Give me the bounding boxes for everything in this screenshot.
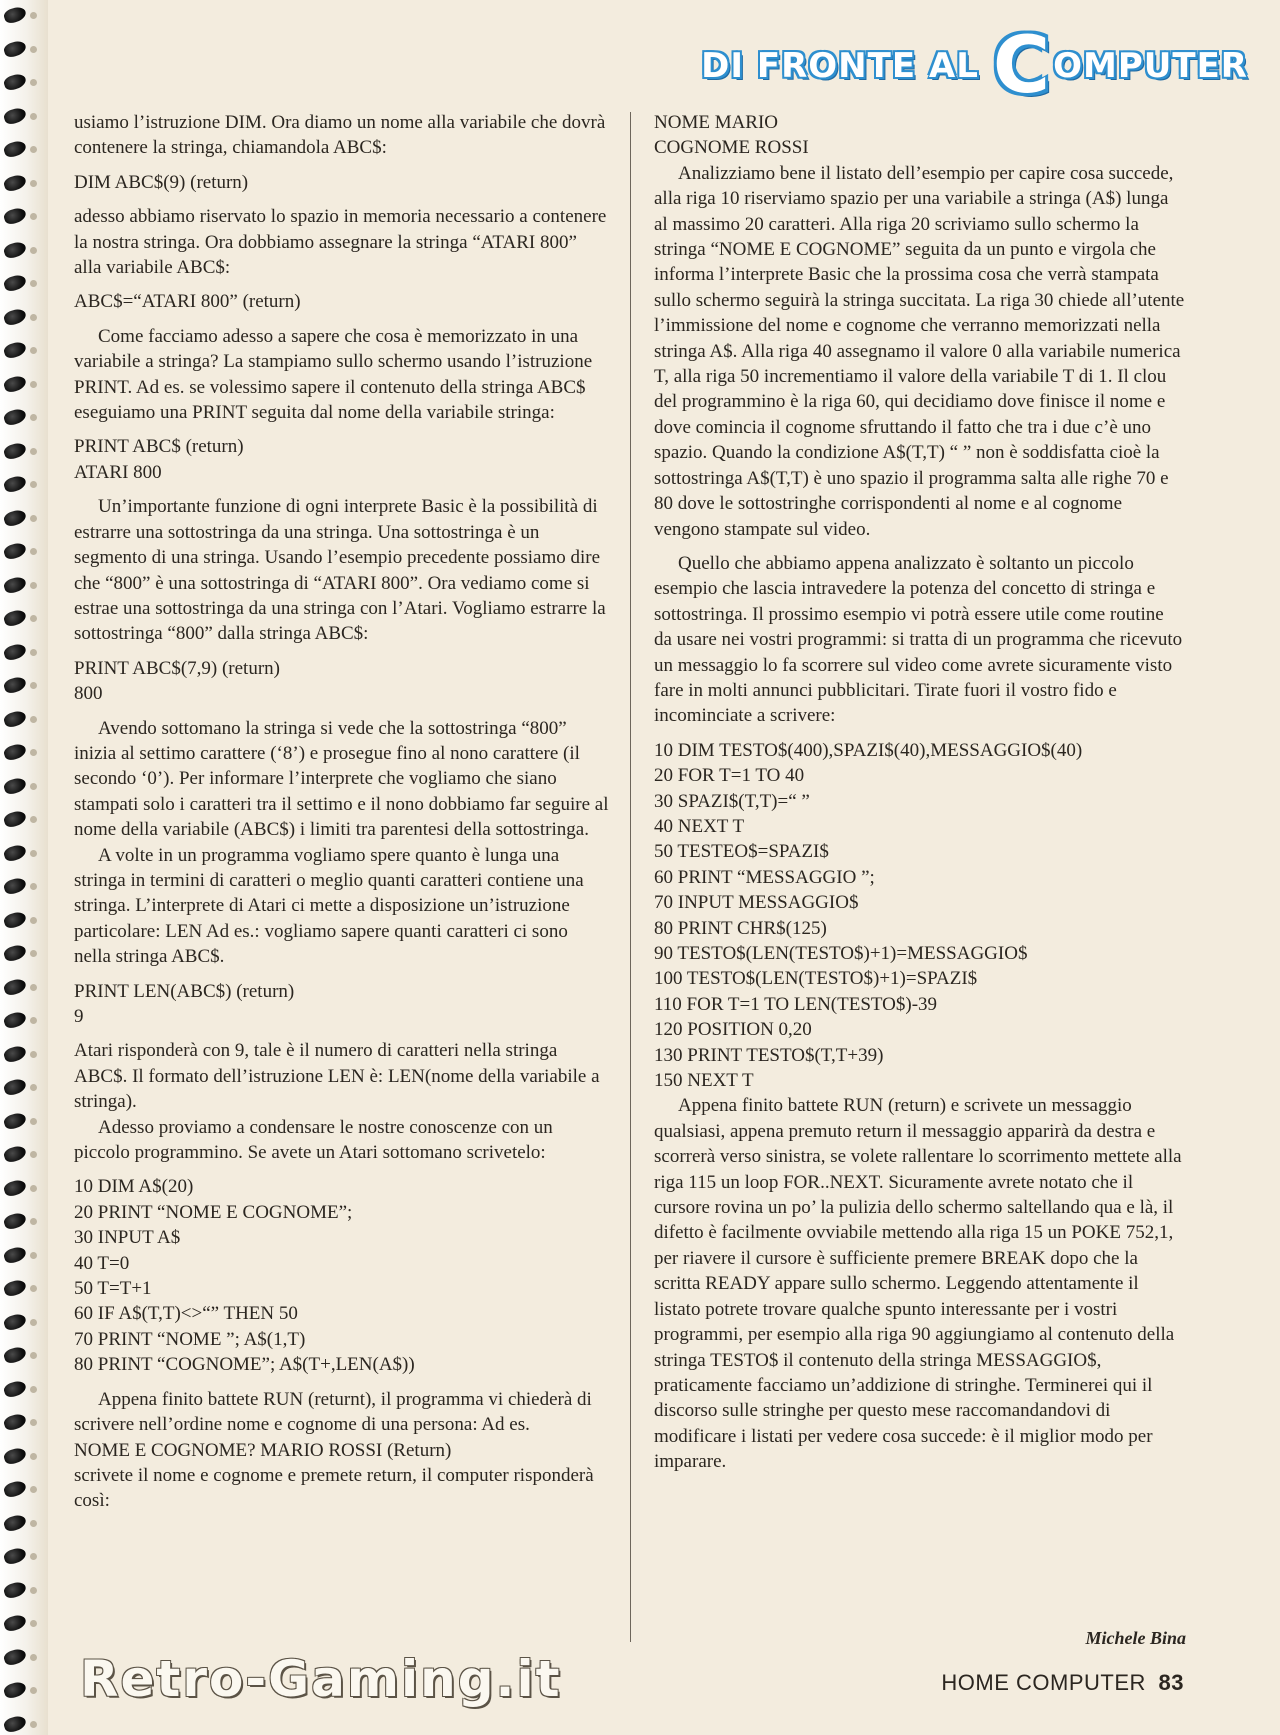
binding-hole xyxy=(30,79,37,86)
program-listing-2 xyxy=(654,738,1186,1094)
binding-hole xyxy=(30,716,37,723)
binding-hole xyxy=(30,1520,37,1527)
spiral-ring xyxy=(2,1043,27,1063)
spiral-ring xyxy=(2,273,27,293)
header-suffix: OMPUTER xyxy=(1053,46,1248,86)
spiral-ring xyxy=(2,407,27,427)
binding-hole xyxy=(30,1486,37,1493)
binding-hole xyxy=(30,1553,37,1560)
spiral-ring xyxy=(2,1010,27,1030)
code-line: ABC$=“ATARI 800” (return) xyxy=(74,291,301,313)
spiral-ring xyxy=(2,608,27,628)
binding-hole xyxy=(30,448,37,455)
binding-hole xyxy=(30,1587,37,1594)
spiral-binding xyxy=(0,0,48,1735)
spiral-ring xyxy=(2,541,27,561)
binding-hole xyxy=(30,783,37,790)
binding-hole xyxy=(30,850,37,857)
spiral-ring xyxy=(2,1077,27,1097)
magazine-name: HOME COMPUTER xyxy=(941,1670,1146,1695)
paragraph: Come facciamo adesso a sapere che cosa è memorizzato in una variabile a stringa? La stampiamo sullo schermo usando l’istruzione PRINT. Ad es. se volessimo sapere il contenuto della stringa ABC$ eseguiamo una PRINT seguita dal nome della variabile stringa: xyxy=(74,325,593,424)
spiral-ring xyxy=(2,1680,27,1700)
left-column xyxy=(74,110,609,1514)
paragraph: Appena finito battete RUN (return) e scrivete un messaggio qualsiasi, appena premuto return il messaggio apparirà da destra e scorrerà verso sinistra, se volete rallentare lo scorrimento mettete alla riga 115 un loop FOR..NEXT. Sicuramente avrete notato che il cursore rovina un po’ la pulizia dello schermo saltellando qua e là, il difetto è facilmente ovviabile mettendo alla riga 15 un POKE 752,1, per riavere il cursore è sufficiente premere BREAK dopo che la scritta READY appare sullo schermo. Leggendo attentamente il listato potrete trovare qualche spunto interessante per i vostri programmi, per esempio alla riga 90 aggiungiamo al contenuto della stringa TESTO$ il contenuto della stringa MESSAGGIO$, praticamente facciamo un’addizione di stringhe. Terminerei qui il discorso sulle stringhe per questo mese raccomandandovi di modificare i listati per vedere cosa succede: è il miglior modo per imparare. xyxy=(654,1095,1182,1473)
spiral-ring xyxy=(2,139,27,159)
spiral-ring xyxy=(2,1278,27,1298)
binding-hole xyxy=(30,1285,37,1292)
program-listing-1 xyxy=(74,1174,609,1377)
spiral-ring xyxy=(2,742,27,762)
spiral-ring xyxy=(2,809,27,829)
program-line: 80 PRINT CHR$(125) xyxy=(654,917,827,939)
binding-hole xyxy=(30,548,37,555)
spiral-ring xyxy=(2,943,27,963)
binding-hole xyxy=(30,984,37,991)
spiral-ring xyxy=(2,1646,27,1666)
right-column xyxy=(654,110,1186,1475)
spiral-ring xyxy=(2,1345,27,1365)
binding-hole xyxy=(30,515,37,522)
binding-hole xyxy=(30,582,37,589)
spiral-ring xyxy=(2,1177,27,1197)
spiral-ring xyxy=(2,1445,27,1465)
spiral-ring xyxy=(2,1512,27,1532)
binding-hole xyxy=(30,347,37,354)
code-output: 9 xyxy=(74,1006,84,1027)
binding-hole xyxy=(30,950,37,957)
binding-hole xyxy=(30,1017,37,1024)
spiral-ring xyxy=(2,1579,27,1599)
binding-hole xyxy=(30,280,37,287)
binding-hole xyxy=(30,649,37,656)
code-line: DIM ABC$(9) (return) xyxy=(74,171,249,193)
spiral-ring xyxy=(2,340,27,360)
author-signature: Michele Bina xyxy=(1085,1628,1186,1648)
spiral-ring xyxy=(2,675,27,695)
binding-hole xyxy=(30,46,37,53)
spiral-ring xyxy=(2,440,27,460)
program-line: 30 SPAZI$(T,T)=“ ” xyxy=(654,790,810,812)
column-divider xyxy=(630,112,631,1642)
program-line: 10 DIM A$(20) xyxy=(74,1176,194,1198)
spiral-ring xyxy=(2,842,27,862)
program-line: 50 T=T+1 xyxy=(74,1278,152,1300)
binding-hole xyxy=(30,1118,37,1125)
spiral-ring xyxy=(2,105,27,125)
program-line: 70 PRINT “NOME ”; A$(1,T) xyxy=(74,1328,306,1350)
binding-hole xyxy=(30,883,37,890)
paragraph: A volte in un programma vogliamo spere quanto è lunga una stringa in termini di caratteri o meglio quanti caratteri contiene una stringa. L’interprete di Atari ci mette a disposizione un’istruzione particolare: LEN Ad es.: vogliamo sapere quanti caratteri ci sono nella stringa ABC$. xyxy=(74,844,584,968)
binding-hole xyxy=(30,481,37,488)
binding-hole xyxy=(30,1151,37,1158)
program-line: 30 INPUT A$ xyxy=(74,1227,181,1249)
spiral-ring xyxy=(2,1613,27,1633)
binding-hole xyxy=(30,1721,37,1728)
paragraph: adesso abbiamo riservato lo spazio in memoria necessario a contenere la nostra stringa. Ora dobbiamo assegnare la stringa “ATARI 800” alla variabile ABC$: xyxy=(74,206,607,279)
paragraph: Quello che abbiamo appena analizzato è soltanto un piccolo esempio che lascia intravedere la potenza del concetto di stringa e sottostringa. Il prossimo esempio vi potrà essere utile come routine da usare nei vostri programmi: si tratta di un programma che ricevuto un messaggio lo fa scorrere sul video come avrete sicuramente visto fare in molti annunci pubblicitari. Tirate fuori il vostro fido e incominciate a scrivere: xyxy=(654,552,1183,727)
program-line: 50 TESTEO$=SPAZI$ xyxy=(654,841,829,863)
page-number: 83 xyxy=(1158,1670,1184,1695)
spiral-ring xyxy=(2,239,27,259)
spiral-ring xyxy=(2,38,27,58)
program-line: 40 T=0 xyxy=(74,1252,130,1274)
spiral-ring xyxy=(2,909,27,929)
program-line: 70 INPUT MESSAGGIO$ xyxy=(654,892,859,914)
program-line: 130 PRINT TESTO$(T,T+39) xyxy=(654,1044,884,1066)
program-line: 150 NEXT T xyxy=(654,1070,754,1092)
spiral-ring xyxy=(2,775,27,795)
binding-hole xyxy=(30,1218,37,1225)
binding-hole xyxy=(30,749,37,756)
program-line: 120 POSITION 0,20 xyxy=(654,1019,812,1041)
spiral-ring xyxy=(2,976,27,996)
spiral-ring xyxy=(2,1479,27,1499)
binding-hole xyxy=(30,1419,37,1426)
code-line: PRINT ABC$ (return) xyxy=(74,436,244,458)
paragraph: Un’importante funzione di ogni interprete Basic è la possibilità di estrarre una sottostringa da una stringa. Una sottostringa è un segmento di una stringa. Usando l’esempio precedente possiamo dire che “800” è una sottostringa di “ATARI 800”. Ora vediamo come si estrae una sottostringa da una stringa con l’Atari. Vogliamo estrarre la sottostringa “800” dalla stringa ABC$: xyxy=(74,496,606,645)
spiral-ring xyxy=(2,373,27,393)
spiral-ring xyxy=(2,172,27,192)
spiral-ring xyxy=(2,507,27,527)
binding-hole xyxy=(30,1185,37,1192)
section-header xyxy=(701,21,1248,111)
program-line: 80 PRINT “COGNOME”; A$(T+,LEN(A$)) xyxy=(74,1354,415,1376)
spiral-ring xyxy=(2,1378,27,1398)
code-line: PRINT LEN(ABC$) (return) xyxy=(74,980,295,1002)
header-prefix: DI FRONTE AL xyxy=(701,46,979,86)
binding-hole xyxy=(30,12,37,19)
binding-hole xyxy=(30,1319,37,1326)
program-line: 110 FOR T=1 TO LEN(TESTO$)-39 xyxy=(654,993,938,1015)
spiral-ring xyxy=(2,72,27,92)
binding-hole xyxy=(30,213,37,220)
paragraph: scrivete il nome e cognome e premete return, il computer risponderà così: xyxy=(74,1464,594,1512)
site-watermark: Retro-Gaming.it xyxy=(80,1650,562,1708)
program-line: 60 PRINT “MESSAGGIO ”; xyxy=(654,866,875,888)
code-output: ATARI 800 xyxy=(74,461,162,483)
binding-hole xyxy=(30,1252,37,1259)
program-line: 20 FOR T=1 TO 40 xyxy=(654,765,805,787)
spiral-ring xyxy=(2,306,27,326)
binding-hole xyxy=(30,615,37,622)
code-output: COGNOME ROSSI xyxy=(654,137,809,159)
code-output: 800 xyxy=(74,683,103,705)
spiral-ring xyxy=(2,1311,27,1331)
spiral-ring xyxy=(2,574,27,594)
binding-hole xyxy=(30,816,37,823)
paragraph: Avendo sottomano la stringa si vede che la sottostringa “800” inizia al settimo carattere (‘8’) e prosegue fino al nono carattere (il secondo ‘0’). Per informare l’interprete che vogliamo che siano stampati solo i caratteri tra il settimo e il nono dobbiamo far seguire al nome della variabile (ABC$) i limiti tra parentesi della sottostringa. xyxy=(74,717,609,841)
program-line: 100 TESTO$(LEN(TESTO$)+1)=SPAZI$ xyxy=(654,968,978,990)
binding-hole xyxy=(30,1654,37,1661)
binding-hole xyxy=(30,1051,37,1058)
program-line: 10 DIM TESTO$(400),SPAZI$(40),MESSAGGIO$(40) xyxy=(654,739,1083,761)
page-footer xyxy=(941,1670,1184,1696)
spiral-ring xyxy=(2,708,27,728)
binding-hole xyxy=(30,381,37,388)
spiral-ring xyxy=(2,1244,27,1264)
binding-hole xyxy=(30,1620,37,1627)
paragraph: Adesso proviamo a condensare le nostre conoscenze con un piccolo programmino. Se avete un Atari sottomano scrivetelo: xyxy=(74,1116,553,1164)
paragraph: usiamo l’istruzione DIM. Ora diamo un nome alla variabile che dovrà contenere la stringa, chiamandola ABC$: xyxy=(74,112,606,159)
program-line: 40 NEXT T xyxy=(654,815,745,837)
paragraph: Analizziamo bene il listato dell’esempio per capire cosa succede, alla riga 10 riserviamo spazio per una variabile a stringa (A$) lunga al massimo 20 caratteri. Alla riga 20 scriviamo sullo schermo la stringa “NOME E COGNOME” seguita da un punto e virgola che informa l’interprete Basic che la prossima cosa che verrà stampata sullo schermo seguirà la stringa succitata. La riga 30 chiede all’utente l’immissione del nome e cognome che verranno memorizzati nella stringa A$. Alla riga 40 assegnamo il valore 0 alla variabile numerica T, alla riga 50 incrementiamo il valore della variabile T di 1. Il clou del programmino è la riga 60, qui decidiamo dove finisce il nome e dove comincia il cognome sfruttando il fatto che tra i due c’è uno spazio. Quando la condizione A$(T,T) “ ” non è soddisfatta cioè la sottostringa A$(T,T) è uno spazio il programma salta alle righe 70 e 80 dove le sottostringhe corrispondenti al nome e al cognome vengono stampate sul video. xyxy=(654,162,1185,540)
program-line: 20 PRINT “NOME E COGNOME”; xyxy=(74,1201,353,1223)
binding-hole xyxy=(30,1352,37,1359)
binding-hole xyxy=(30,247,37,254)
spiral-ring xyxy=(2,1110,27,1130)
code-output: NOME MARIO xyxy=(654,112,779,133)
binding-hole xyxy=(30,180,37,187)
header-big-letter: C xyxy=(992,21,1052,111)
binding-hole xyxy=(30,1687,37,1694)
code-line: PRINT ABC$(7,9) (return) xyxy=(74,657,280,679)
binding-hole xyxy=(30,682,37,689)
program-line: 60 IF A$(T,T)<>“” THEN 50 xyxy=(74,1303,298,1325)
spiral-ring xyxy=(2,876,27,896)
binding-hole xyxy=(30,1453,37,1460)
binding-hole xyxy=(30,314,37,321)
code-line: NOME E COGNOME? MARIO ROSSI (Return) xyxy=(74,1439,452,1461)
paragraph: Atari risponderà con 9, tale è il numero di caratteri nella stringa ABC$. Il formato dell’istruzione LEN è: LEN(nome della variabile a stringa). xyxy=(74,1040,600,1113)
spiral-ring xyxy=(2,474,27,494)
spiral-ring xyxy=(2,206,27,226)
binding-hole xyxy=(30,917,37,924)
spiral-ring xyxy=(2,1144,27,1164)
binding-hole xyxy=(30,414,37,421)
spiral-ring xyxy=(2,1211,27,1231)
binding-hole xyxy=(30,113,37,120)
spiral-ring xyxy=(2,5,27,25)
binding-hole xyxy=(30,1386,37,1393)
binding-hole xyxy=(30,1084,37,1091)
program-line: 90 TESTO$(LEN(TESTO$)+1)=MESSAGGIO$ xyxy=(654,943,1028,964)
spiral-ring xyxy=(2,1713,27,1733)
spiral-ring xyxy=(2,1412,27,1432)
paragraph: Appena finito battete RUN (returnt), il programma vi chiederà di scrivere nell’ordine nome e cognome di una persona: Ad es. xyxy=(74,1388,592,1436)
spiral-ring xyxy=(2,641,27,661)
binding-hole xyxy=(30,146,37,153)
spiral-ring xyxy=(2,1546,27,1566)
